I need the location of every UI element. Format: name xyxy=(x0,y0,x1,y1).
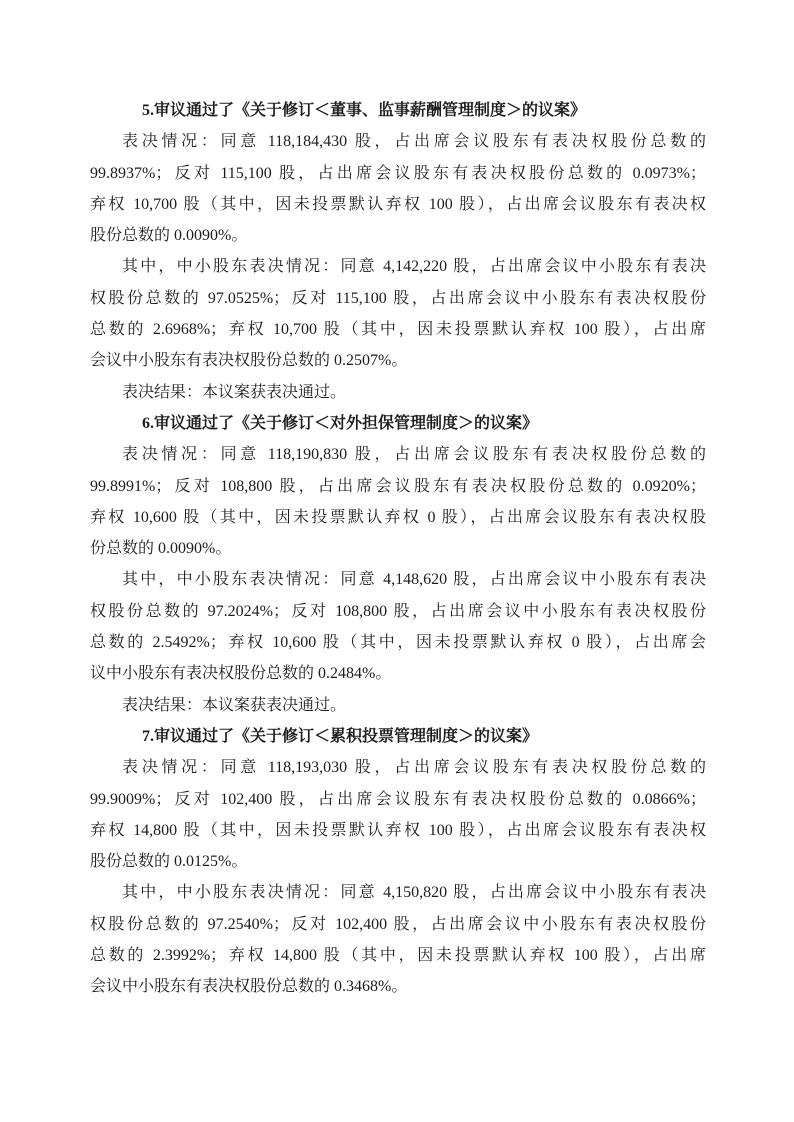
document-line: 会议中小股东有表决权股份总数的 0.2507%。 xyxy=(90,352,408,370)
document-line: 议中小股东有表决权股份总数的 0.2484%。 xyxy=(90,665,392,683)
document-line: 表决情况：同意 118,184,430 股，占出席会议股东有表决权股份总数的 xyxy=(122,133,706,151)
document-line: 其中，中小股东表决情况：同意 4,150,820 股，占出席会议中小股东有表决 xyxy=(122,884,706,902)
document-line: 99.8991%；反对 108,800 股，占出席会议股东有表决权股份总数的 0.0920%； xyxy=(90,477,706,495)
document-line: 总数的 2.3992%；弃权 14,800 股（其中，因未投票默认弃权 100 股），占出席 xyxy=(90,947,706,965)
document-line: 表决结果：本议案获表决通过。 xyxy=(122,696,347,714)
document-line: 会议中小股东有表决权股份总数的 0.3468%。 xyxy=(90,978,408,996)
document-line: 弃权 10,700 股（其中，因未投票默认弃权 100 股），占出席会议股东有表决权 xyxy=(90,195,706,213)
document-line: 99.8937%；反对 115,100 股，占出席会议股东有表决权股份总数的 0.0973%； xyxy=(90,164,706,182)
document-line: 表决结果：本议案获表决通过。 xyxy=(122,383,347,401)
section-heading: 7.审议通过了《关于修订＜累积投票管理制度＞的议案》 xyxy=(142,727,539,745)
section-heading: 5.审议通过了《关于修订＜董事、监事薪酬管理制度＞的议案》 xyxy=(142,102,587,119)
document-line: 其中，中小股东表决情况：同意 4,142,220 股，占出席会议中小股东有表决 xyxy=(122,258,706,276)
document-line: 表决情况：同意 118,190,830 股，占出席会议股东有表决权股份总数的 xyxy=(122,446,706,464)
document-line: 总数的 2.5492%；弃权 10,600 股（其中，因未投票默认弃权 0 股），占出席会 xyxy=(90,634,706,652)
document-line: 份总数的 0.0090%。 xyxy=(90,540,232,558)
document-body xyxy=(90,95,706,1003)
section-heading: 6.审议通过了《关于修订＜对外担保管理制度＞的议案》 xyxy=(142,414,539,432)
document-line: 其中，中小股东表决情况：同意 4,148,620 股，占出席会议中小股东有表决 xyxy=(122,571,706,589)
document-line: 弃权 14,800 股（其中，因未投票默认弃权 100 股），占出席会议股东有表决权 xyxy=(90,821,706,839)
document-line: 表决情况：同意 118,193,030 股，占出席会议股东有表决权股份总数的 xyxy=(122,759,706,777)
document-line: 股份总数的 0.0090%。 xyxy=(90,227,248,245)
document-line: 权股份总数的 97.0525%；反对 115,100 股，占出席会议中小股东有表决权股份 xyxy=(90,289,706,307)
document-line: 99.9009%；反对 102,400 股，占出席会议股东有表决权股份总数的 0.0866%； xyxy=(90,790,706,808)
document-line: 权股份总数的 97.2024%；反对 108,800 股，占出席会议中小股东有表决权股份 xyxy=(90,602,706,620)
document-line: 权股份总数的 97.2540%；反对 102,400 股，占出席会议中小股东有表决权股份 xyxy=(90,915,706,933)
document-line: 总数的 2.6968%；弃权 10,700 股（其中，因未投票默认弃权 100 股），占出席 xyxy=(90,321,706,339)
document-line: 股份总数的 0.0125%。 xyxy=(90,853,248,871)
document-line: 弃权 10,600 股（其中，因未投票默认弃权 0 股），占出席会议股东有表决权股 xyxy=(90,508,706,526)
